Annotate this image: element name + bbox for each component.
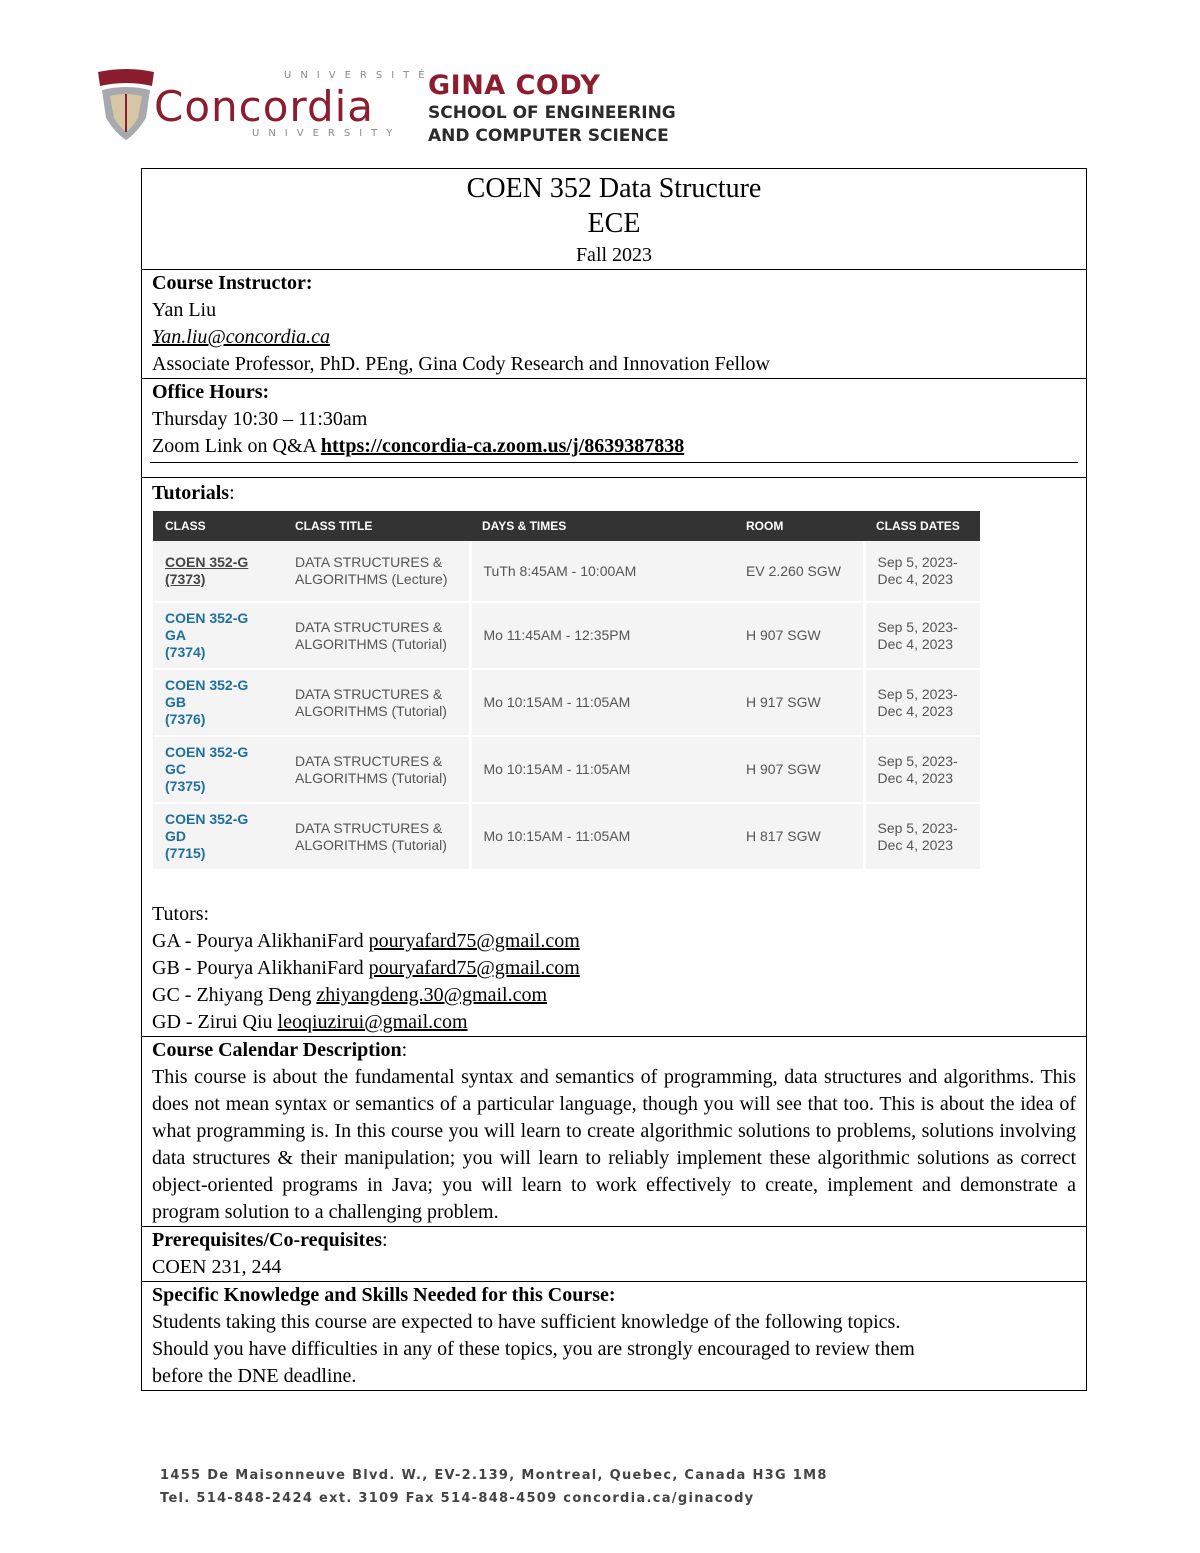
school-name: GINA CODY [428, 70, 601, 101]
course-title: COEN 352 Data Structure [466, 173, 762, 204]
prerequisites-section: Prerequisites/Co-requisites: COEN 231, 244 [142, 1227, 1086, 1282]
tutors-label: Tutors: [152, 903, 210, 925]
table-row [153, 669, 980, 736]
tutor-line-gc: GC - Zhiyang Deng zhiyangdeng.30@gmail.com [152, 984, 548, 1006]
office-hours-label: Office Hours: [152, 381, 270, 403]
skills-line-3: before the DNE deadline. [152, 1365, 357, 1387]
days-times-cell: Mo 10:15AM - 11:05AM [470, 803, 734, 870]
class-title-cell: DATA STRUCTURES & ALGORITHMS (Tutorial) [283, 669, 470, 736]
prereq-text: COEN 231, 244 [152, 1256, 282, 1278]
class-title-cell: DATA STRUCTURES & ALGORITHMS (Lecture) [283, 541, 470, 602]
tutor-email-link[interactable]: leoqiuzirui@gmail.com [277, 1011, 468, 1033]
instructor-email-link[interactable]: Yan.liu@concordia.ca [152, 326, 331, 348]
tutor-email-link[interactable]: zhiyangdeng.30@gmail.com [316, 984, 548, 1006]
skills-section [142, 1282, 1086, 1390]
tutor-email-link[interactable]: pouryafard75@gmail.com [368, 930, 580, 952]
tutorials-colon: : [229, 482, 235, 504]
calendar-label: Course Calendar Description [152, 1039, 402, 1061]
class-code-link[interactable]: COEN 352-G GD (7715) [153, 803, 283, 870]
class-code-link[interactable]: COEN 352-G GC (7375) [153, 736, 283, 803]
zoom-prefix: Zoom Link on Q&A [152, 435, 321, 457]
footer [160, 1464, 828, 1510]
concordia-wordmark: Concordia [154, 82, 375, 131]
class-title-cell: DATA STRUCTURES & ALGORITHMS (Tutorial) [283, 602, 470, 669]
tutor-email-link[interactable]: pouryafard75@gmail.com [368, 957, 580, 979]
col-room: ROOM [734, 511, 864, 541]
class-code-link[interactable]: COEN 352-G GA (7374) [153, 602, 283, 669]
prereq-label: Prerequisites/Co-requisites [152, 1229, 382, 1251]
school-logo [428, 70, 676, 148]
table-row [153, 541, 980, 602]
instructor-label: Course Instructor: [152, 272, 313, 294]
table-header-row [153, 511, 980, 541]
tutor-line-gd: GD - Zirui Qiu leoqiuzirui@gmail.com [152, 1011, 468, 1033]
instructor-position: Associate Professor, PhD. PEng, Gina Cody Research and Innovation Fellow [152, 353, 770, 375]
skills-line-1: Students taking this course are expected to have sufficient knowledge of the following topics. [152, 1311, 901, 1333]
class-dates-cell: Sep 5, 2023- Dec 4, 2023 [864, 669, 980, 736]
concordia-shield-icon [96, 68, 156, 144]
days-times-cell: Mo 10:15AM - 11:05AM [470, 736, 734, 803]
footer-contact: Tel. 514-848-2424 ext. 3109 Fax 514-848-4509 concordia.ca/ginacody [160, 1491, 755, 1506]
tutorials-label: Tutorials [152, 482, 230, 504]
calendar-text: This course is about the fundamental syntax and semantics of programming, data structures and algorithms. This does not mean syntax or semantics of a particular language, though you will see that too. This is about the idea of what programming is. In this course you will learn to create algorithmic solutions to problems, solutions involving data structures & their manipulation; you will learn to reliably implement these algorithmic solutions as correct object-oriented programs in Java; you will learn to work effectively to create, implement and demonstrate a program solution to a challenging problem. [152, 1066, 1076, 1223]
skills-label: Specific Knowledge and Skills Needed for this Course: [152, 1284, 616, 1306]
days-times-cell: TuTh 8:45AM - 10:00AM [470, 541, 734, 602]
tutor-line-ga: GA - Pourya AlikhaniFard pouryafard75@gmail.com [152, 930, 580, 952]
office-hours-section [142, 379, 1086, 478]
instructor-name: Yan Liu [152, 299, 217, 321]
school-line-1: SCHOOL OF ENGINEERING [428, 103, 676, 123]
class-title-cell: DATA STRUCTURES & ALGORITHMS (Tutorial) [283, 803, 470, 870]
tutor-line-gb: GB - Pourya AlikhaniFard pouryafard75@gmail.com [152, 957, 580, 979]
school-line-2: AND COMPUTER SCIENCE [428, 126, 669, 146]
university-fr-label: UNIVERSITÉ [284, 70, 434, 81]
office-hours-time: Thursday 10:30 – 11:30am [152, 408, 368, 430]
calendar-description-section: Course Calendar Description: This course is about the fundamental syntax and semantics of programming, data structures and algorithms. This does not mean syntax or semantics of a particular language, though you will see that too. This is about the idea of what programming is. In this course you will learn to create algorithmic solutions to problems, solutions involving data structures & their manipulation; you will learn to reliably implement these algorithmic solutions as correct object-oriented programs in Java; you will learn to work effectively to create, implement and demonstrate a program solution to a challenging problem. [142, 1037, 1086, 1227]
course-term: Fall 2023 [575, 244, 653, 266]
zoom-link[interactable]: https://concordia-ca.zoom.us/j/8639387838 [320, 435, 685, 457]
room-cell: EV 2.260 SGW [734, 541, 864, 602]
col-class: CLASS [153, 511, 283, 541]
col-class-title: CLASS TITLE [283, 511, 470, 541]
course-title-section [142, 169, 1086, 270]
table-row [153, 736, 980, 803]
room-cell: H 907 SGW [734, 602, 864, 669]
concordia-logo [96, 66, 434, 146]
class-dates-cell: Sep 5, 2023- Dec 4, 2023 [864, 602, 980, 669]
office-rule [150, 462, 1078, 463]
class-title-cell: DATA STRUCTURES & ALGORITHMS (Tutorial) [283, 736, 470, 803]
col-days-times: DAYS & TIMES [470, 511, 734, 541]
table-row [153, 803, 980, 870]
days-times-cell: Mo 11:45AM - 12:35PM [470, 602, 734, 669]
days-times-cell: Mo 10:15AM - 11:05AM [470, 669, 734, 736]
syllabus-box [141, 168, 1087, 1391]
instructor-section [142, 270, 1086, 379]
skills-line-2: Should you have difficulties in any of these topics, you are strongly encouraged to review them [152, 1338, 915, 1360]
room-cell: H 817 SGW [734, 803, 864, 870]
col-class-dates: CLASS DATES [864, 511, 980, 541]
course-dept: ECE [587, 208, 641, 239]
footer-address: 1455 De Maisonneuve Blvd. W., EV-2.139, Montreal, Quebec, Canada H3G 1M8 [160, 1468, 828, 1483]
table-row [153, 602, 980, 669]
class-dates-cell: Sep 5, 2023- Dec 4, 2023 [864, 803, 980, 870]
tutorials-section [142, 480, 1086, 1037]
class-code-link[interactable]: COEN 352-G GB (7376) [153, 669, 283, 736]
class-dates-cell: Sep 5, 2023- Dec 4, 2023 [864, 736, 980, 803]
class-dates-cell: Sep 5, 2023- Dec 4, 2023 [864, 541, 980, 602]
university-en-label: UNIVERSITY [252, 128, 402, 139]
class-schedule-table [153, 511, 980, 871]
class-code-link[interactable]: COEN 352-G (7373) [153, 541, 283, 602]
room-cell: H 907 SGW [734, 736, 864, 803]
room-cell: H 917 SGW [734, 669, 864, 736]
